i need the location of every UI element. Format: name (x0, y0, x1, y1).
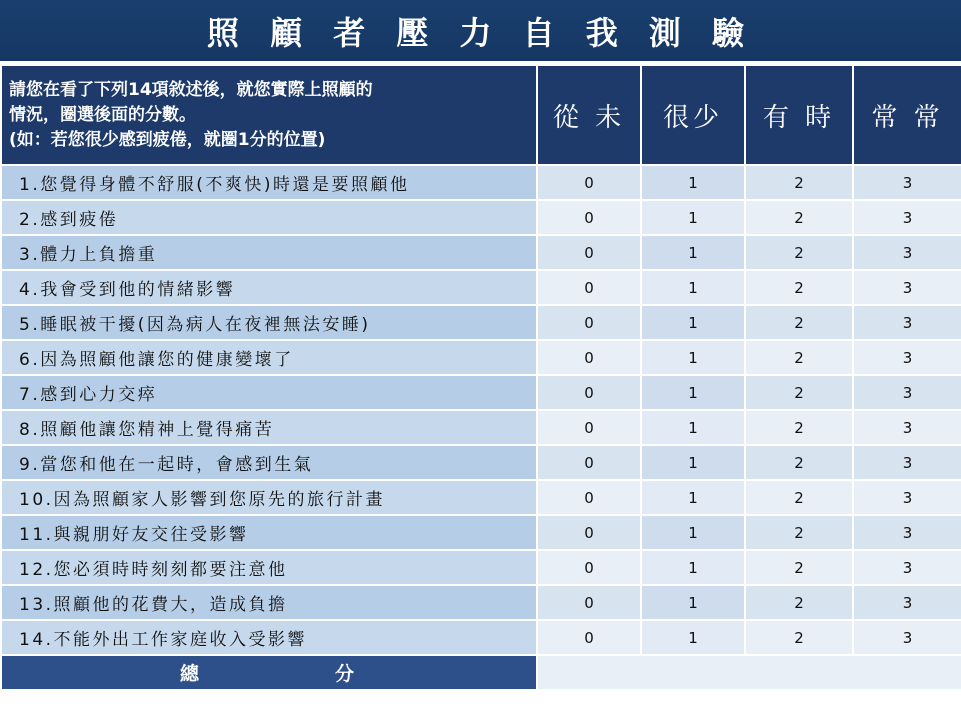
score-option-sometimes[interactable]: 2 (745, 305, 853, 340)
score-option-never[interactable]: 0 (537, 550, 641, 585)
instruction-line-3: (如：若您很少感到疲倦，就圈1分的位置) (9, 129, 326, 150)
score-option-never[interactable]: 0 (537, 620, 641, 655)
score-option-rarely[interactable]: 1 (641, 200, 745, 235)
total-label-char-1: 總 (180, 663, 200, 685)
score-option-often[interactable]: 3 (853, 375, 961, 410)
total-score-cell[interactable] (537, 655, 961, 690)
score-option-never[interactable]: 0 (537, 200, 641, 235)
question-label: 10.因為照顧家人影響到您原先的旅行計畫 (1, 480, 537, 515)
score-option-never[interactable]: 0 (537, 410, 641, 445)
score-option-never[interactable]: 0 (537, 340, 641, 375)
question-label: 8.照顧他讓您精神上覺得痛苦 (1, 410, 537, 445)
score-option-often[interactable]: 3 (853, 305, 961, 340)
score-option-often[interactable]: 3 (853, 585, 961, 620)
score-option-often[interactable]: 3 (853, 620, 961, 655)
score-option-sometimes[interactable]: 2 (745, 375, 853, 410)
question-rows (1, 165, 961, 655)
score-option-sometimes[interactable]: 2 (745, 165, 853, 200)
score-option-never[interactable]: 0 (537, 235, 641, 270)
score-option-sometimes[interactable]: 2 (745, 410, 853, 445)
score-option-often[interactable]: 3 (853, 200, 961, 235)
table-row (1, 410, 961, 445)
score-option-often[interactable]: 3 (853, 410, 961, 445)
table-row (1, 550, 961, 585)
score-option-never[interactable]: 0 (537, 270, 641, 305)
score-option-sometimes[interactable]: 2 (745, 480, 853, 515)
question-label: 13.照顧他的花費大，造成負擔 (1, 585, 537, 620)
score-option-rarely[interactable]: 1 (641, 235, 745, 270)
question-label: 14.不能外出工作家庭收入受影響 (1, 620, 537, 655)
table-row (1, 480, 961, 515)
table-row (1, 445, 961, 480)
score-option-sometimes[interactable]: 2 (745, 445, 853, 480)
table-row (1, 200, 961, 235)
score-option-rarely[interactable]: 1 (641, 305, 745, 340)
instruction-line-1: 請您在看了下列14項敘述後，就您實際上照顧的 (9, 79, 373, 100)
score-option-rarely[interactable]: 1 (641, 340, 745, 375)
question-label: 2.感到疲倦 (1, 200, 537, 235)
score-option-rarely[interactable]: 1 (641, 550, 745, 585)
question-label: 9.當您和他在一起時，會感到生氣 (1, 445, 537, 480)
score-option-often[interactable]: 3 (853, 445, 961, 480)
table-row (1, 165, 961, 200)
column-header-sometimes: 有 時 (745, 65, 853, 165)
score-option-sometimes[interactable]: 2 (745, 340, 853, 375)
question-label: 5.睡眠被干擾(因為病人在夜裡無法安睡) (1, 305, 537, 340)
score-option-never[interactable]: 0 (537, 480, 641, 515)
title-bar (0, 0, 961, 61)
score-option-sometimes[interactable]: 2 (745, 200, 853, 235)
score-option-sometimes[interactable]: 2 (745, 235, 853, 270)
question-label: 3.體力上負擔重 (1, 235, 537, 270)
score-option-rarely[interactable]: 1 (641, 165, 745, 200)
score-option-rarely[interactable]: 1 (641, 270, 745, 305)
score-option-rarely[interactable]: 1 (641, 375, 745, 410)
score-option-often[interactable]: 3 (853, 480, 961, 515)
table-row (1, 340, 961, 375)
score-option-often[interactable]: 3 (853, 340, 961, 375)
score-option-often[interactable]: 3 (853, 270, 961, 305)
question-label: 7.感到心力交瘁 (1, 375, 537, 410)
score-option-rarely[interactable]: 1 (641, 480, 745, 515)
score-option-never[interactable]: 0 (537, 375, 641, 410)
question-label: 1.您覺得身體不舒服(不爽快)時還是要照顧他 (1, 165, 537, 200)
score-option-never[interactable]: 0 (537, 445, 641, 480)
score-option-sometimes[interactable]: 2 (745, 550, 853, 585)
header-row (1, 65, 961, 165)
table-row (1, 375, 961, 410)
score-option-rarely[interactable]: 1 (641, 410, 745, 445)
score-option-never[interactable]: 0 (537, 305, 641, 340)
score-option-never[interactable]: 0 (537, 165, 641, 200)
instruction-line-2: 情況，圈選後面的分數。 (9, 104, 196, 125)
score-option-rarely[interactable]: 1 (641, 585, 745, 620)
score-option-often[interactable]: 3 (853, 165, 961, 200)
score-option-sometimes[interactable]: 2 (745, 620, 853, 655)
score-option-often[interactable]: 3 (853, 550, 961, 585)
table-row (1, 270, 961, 305)
score-option-sometimes[interactable]: 2 (745, 515, 853, 550)
column-header-never: 從 未 (537, 65, 641, 165)
score-option-often[interactable]: 3 (853, 235, 961, 270)
table-row (1, 515, 961, 550)
score-option-rarely[interactable]: 1 (641, 445, 745, 480)
total-label-char-2: 分 (334, 663, 354, 685)
total-row (1, 655, 961, 690)
table-row (1, 620, 961, 655)
score-option-never[interactable]: 0 (537, 515, 641, 550)
score-option-rarely[interactable]: 1 (641, 515, 745, 550)
page-title: 照 顧 者 壓 力 自 我 測 驗 (206, 13, 755, 52)
instruction-cell (1, 65, 537, 165)
question-label: 12.您必須時時刻刻都要注意他 (1, 550, 537, 585)
table-row (1, 235, 961, 270)
table-row (1, 585, 961, 620)
column-header-rarely: 很少 (641, 65, 745, 165)
score-option-sometimes[interactable]: 2 (745, 585, 853, 620)
score-option-sometimes[interactable]: 2 (745, 270, 853, 305)
score-option-often[interactable]: 3 (853, 515, 961, 550)
caregiver-stress-table (0, 64, 961, 691)
total-label (1, 655, 537, 690)
question-label: 11.與親朋好友交往受影響 (1, 515, 537, 550)
table-row (1, 305, 961, 340)
column-header-often: 常 常 (853, 65, 961, 165)
question-label: 6.因為照顧他讓您的健康變壞了 (1, 340, 537, 375)
question-label: 4.我會受到他的情緒影響 (1, 270, 537, 305)
score-option-never[interactable]: 0 (537, 585, 641, 620)
score-option-rarely[interactable]: 1 (641, 620, 745, 655)
